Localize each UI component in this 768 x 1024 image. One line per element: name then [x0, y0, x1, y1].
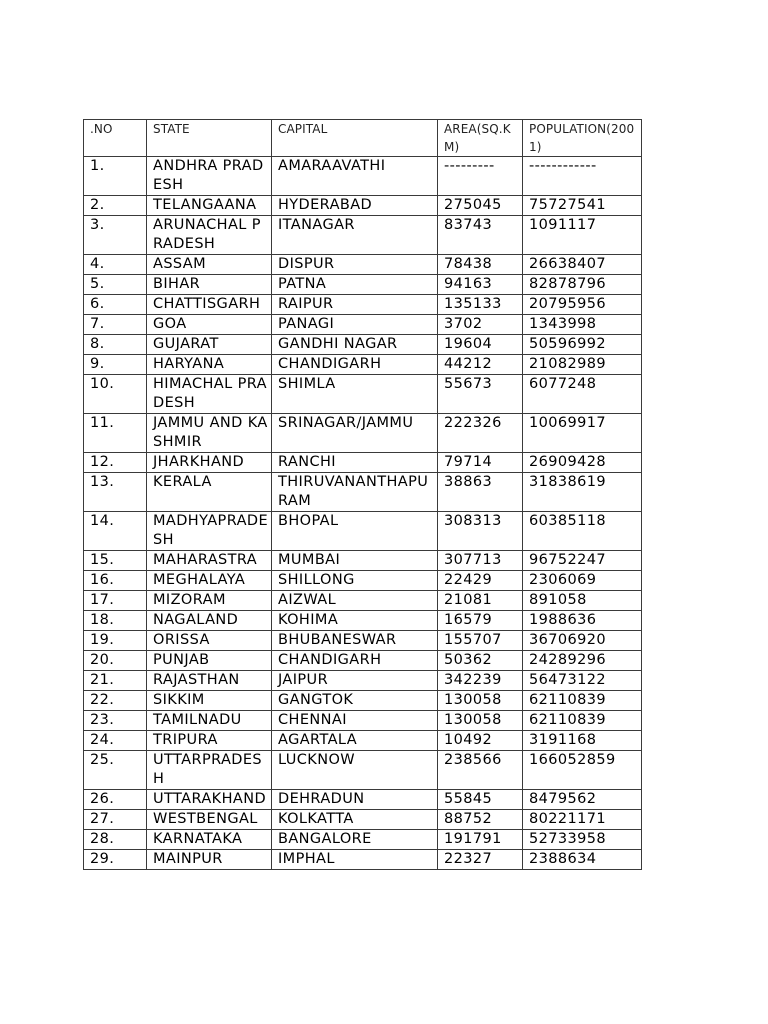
cell-area: 19604: [438, 335, 523, 355]
cell-area: 78438: [438, 255, 523, 275]
cell-population: 1091117: [523, 216, 642, 255]
cell-area: 191791: [438, 830, 523, 850]
cell-state: TAMILNADU: [147, 711, 272, 731]
table-row: [84, 711, 642, 731]
cell-area: 88752: [438, 810, 523, 830]
cell-capital: PATNA: [272, 275, 438, 295]
cell-population: 52733958: [523, 830, 642, 850]
cell-area: 135133: [438, 295, 523, 315]
table-row: [84, 591, 642, 611]
cell-population: 62110839: [523, 711, 642, 731]
cell-area: 22429: [438, 571, 523, 591]
cell-capital: SRINAGAR/JAMMU: [272, 414, 438, 453]
cell-population: 60385118: [523, 512, 642, 551]
cell-area: 308313: [438, 512, 523, 551]
cell-population: 26638407: [523, 255, 642, 275]
cell-capital: PANAGI: [272, 315, 438, 335]
cell-population: 166052859: [523, 751, 642, 790]
table-row: [84, 473, 642, 512]
cell-population: 6077248: [523, 375, 642, 414]
cell-state: RAJASTHAN: [147, 671, 272, 691]
table-body: [84, 157, 642, 870]
cell-no: 29.: [84, 850, 147, 870]
cell-area: 83743: [438, 216, 523, 255]
cell-state: BIHAR: [147, 275, 272, 295]
cell-capital: SHILLONG: [272, 571, 438, 591]
cell-state: GOA: [147, 315, 272, 335]
cell-capital: DISPUR: [272, 255, 438, 275]
table-row: [84, 295, 642, 315]
cell-population: 96752247: [523, 551, 642, 571]
cell-population: 56473122: [523, 671, 642, 691]
cell-state: GUJARAT: [147, 335, 272, 355]
cell-capital: CHANDIGARH: [272, 355, 438, 375]
cell-capital: LUCKNOW: [272, 751, 438, 790]
header-no: .NO: [84, 120, 147, 157]
cell-area: 79714: [438, 453, 523, 473]
cell-no: 28.: [84, 830, 147, 850]
table-row: [84, 651, 642, 671]
cell-capital: RAIPUR: [272, 295, 438, 315]
cell-state: PUNJAB: [147, 651, 272, 671]
cell-no: 11.: [84, 414, 147, 453]
cell-capital: BHOPAL: [272, 512, 438, 551]
cell-area: 16579: [438, 611, 523, 631]
table-row: [84, 611, 642, 631]
cell-population: 24289296: [523, 651, 642, 671]
cell-no: 21.: [84, 671, 147, 691]
cell-population: 20795956: [523, 295, 642, 315]
cell-capital: GANDHI NAGAR: [272, 335, 438, 355]
cell-state: ANDHRA PRADESH: [147, 157, 272, 196]
cell-no: 16.: [84, 571, 147, 591]
cell-area: 50362: [438, 651, 523, 671]
cell-no: 26.: [84, 790, 147, 810]
cell-area: 44212: [438, 355, 523, 375]
cell-population: 1343998: [523, 315, 642, 335]
cell-capital: AGARTALA: [272, 731, 438, 751]
cell-state: JHARKHAND: [147, 453, 272, 473]
table-row: [84, 157, 642, 196]
cell-no: 5.: [84, 275, 147, 295]
cell-population: 75727541: [523, 196, 642, 216]
header-population: POPULATION(2001): [523, 120, 642, 157]
table-row: [84, 255, 642, 275]
cell-area: 130058: [438, 691, 523, 711]
cell-capital: KOLKATTA: [272, 810, 438, 830]
cell-capital: BHUBANESWAR: [272, 631, 438, 651]
cell-no: 15.: [84, 551, 147, 571]
cell-no: 9.: [84, 355, 147, 375]
cell-no: 14.: [84, 512, 147, 551]
cell-state: KARNATAKA: [147, 830, 272, 850]
header-state: STATE: [147, 120, 272, 157]
table-row: [84, 671, 642, 691]
cell-population: 10069917: [523, 414, 642, 453]
cell-no: 8.: [84, 335, 147, 355]
table-row: [84, 830, 642, 850]
cell-population: 3191168: [523, 731, 642, 751]
cell-no: 17.: [84, 591, 147, 611]
table-row: [84, 355, 642, 375]
cell-capital: AMARAAVATHI: [272, 157, 438, 196]
cell-area: 55845: [438, 790, 523, 810]
cell-capital: RANCHI: [272, 453, 438, 473]
cell-state: MADHYAPRADESH: [147, 512, 272, 551]
table-row: [84, 631, 642, 651]
cell-state: WESTBENGAL: [147, 810, 272, 830]
cell-area: 94163: [438, 275, 523, 295]
cell-no: 4.: [84, 255, 147, 275]
cell-no: 1.: [84, 157, 147, 196]
table-row: [84, 453, 642, 473]
cell-state: NAGALAND: [147, 611, 272, 631]
table-row: [84, 315, 642, 335]
cell-state: ARUNACHAL PRADESH: [147, 216, 272, 255]
cell-capital: CHENNAI: [272, 711, 438, 731]
table-row: [84, 751, 642, 790]
table-row: [84, 810, 642, 830]
cell-no: 25.: [84, 751, 147, 790]
cell-population: 2306069: [523, 571, 642, 591]
cell-population: 26909428: [523, 453, 642, 473]
cell-capital: IMPHAL: [272, 850, 438, 870]
cell-population: 8479562: [523, 790, 642, 810]
cell-no: 6.: [84, 295, 147, 315]
table-row: [84, 691, 642, 711]
cell-no: 24.: [84, 731, 147, 751]
cell-state: TRIPURA: [147, 731, 272, 751]
cell-area: 38863: [438, 473, 523, 512]
cell-no: 12.: [84, 453, 147, 473]
cell-area: 155707: [438, 631, 523, 651]
table-row: [84, 335, 642, 355]
cell-no: 22.: [84, 691, 147, 711]
cell-state: UTTARAKHAND: [147, 790, 272, 810]
cell-capital: AIZWAL: [272, 591, 438, 611]
cell-area: 342239: [438, 671, 523, 691]
table-row: [84, 512, 642, 551]
cell-state: CHATTISGARH: [147, 295, 272, 315]
cell-state: KERALA: [147, 473, 272, 512]
cell-state: HIMACHAL PRADESH: [147, 375, 272, 414]
table-row: [84, 196, 642, 216]
cell-capital: GANGTOK: [272, 691, 438, 711]
header-area: AREA(SQ.KM): [438, 120, 523, 157]
cell-area: 275045: [438, 196, 523, 216]
header-capital: CAPITAL: [272, 120, 438, 157]
cell-no: 18.: [84, 611, 147, 631]
cell-state: SIKKIM: [147, 691, 272, 711]
cell-state: TELANGAANA: [147, 196, 272, 216]
cell-area: 3702: [438, 315, 523, 335]
cell-area: 10492: [438, 731, 523, 751]
cell-area: 55673: [438, 375, 523, 414]
table-row: [84, 275, 642, 295]
cell-population: 891058: [523, 591, 642, 611]
cell-area: ---------: [438, 157, 523, 196]
cell-state: HARYANA: [147, 355, 272, 375]
table-row: [84, 790, 642, 810]
cell-population: 1988636: [523, 611, 642, 631]
cell-state: UTTARPRADESH: [147, 751, 272, 790]
table-row: [84, 414, 642, 453]
cell-no: 20.: [84, 651, 147, 671]
cell-state: MAINPUR: [147, 850, 272, 870]
cell-state: JAMMU AND KASHMIR: [147, 414, 272, 453]
cell-state: MEGHALAYA: [147, 571, 272, 591]
cell-no: 3.: [84, 216, 147, 255]
cell-population: ------------: [523, 157, 642, 196]
cell-population: 62110839: [523, 691, 642, 711]
table-row: [84, 731, 642, 751]
cell-area: 130058: [438, 711, 523, 731]
cell-capital: THIRUVANANTHAPURAM: [272, 473, 438, 512]
table-row: [84, 551, 642, 571]
cell-no: 13.: [84, 473, 147, 512]
cell-capital: ITANAGAR: [272, 216, 438, 255]
cell-capital: JAIPUR: [272, 671, 438, 691]
cell-population: 21082989: [523, 355, 642, 375]
cell-no: 23.: [84, 711, 147, 731]
cell-area: 307713: [438, 551, 523, 571]
cell-area: 222326: [438, 414, 523, 453]
cell-capital: KOHIMA: [272, 611, 438, 631]
cell-capital: CHANDIGARH: [272, 651, 438, 671]
cell-capital: BANGALORE: [272, 830, 438, 850]
states-table: [83, 119, 642, 870]
table-row: [84, 216, 642, 255]
table-row: [84, 850, 642, 870]
cell-no: 10.: [84, 375, 147, 414]
cell-no: 19.: [84, 631, 147, 651]
cell-no: 7.: [84, 315, 147, 335]
cell-capital: SHIMLA: [272, 375, 438, 414]
cell-population: 2388634: [523, 850, 642, 870]
header-row: [84, 120, 642, 157]
cell-population: 50596992: [523, 335, 642, 355]
cell-state: ORISSA: [147, 631, 272, 651]
table-row: [84, 375, 642, 414]
cell-no: 2.: [84, 196, 147, 216]
cell-population: 31838619: [523, 473, 642, 512]
cell-state: MIZORAM: [147, 591, 272, 611]
cell-area: 21081: [438, 591, 523, 611]
cell-area: 22327: [438, 850, 523, 870]
cell-population: 82878796: [523, 275, 642, 295]
cell-capital: HYDERABAD: [272, 196, 438, 216]
cell-population: 36706920: [523, 631, 642, 651]
cell-capital: MUMBAI: [272, 551, 438, 571]
cell-capital: DEHRADUN: [272, 790, 438, 810]
cell-state: MAHARASTRA: [147, 551, 272, 571]
cell-no: 27.: [84, 810, 147, 830]
table-row: [84, 571, 642, 591]
cell-state: ASSAM: [147, 255, 272, 275]
cell-population: 80221171: [523, 810, 642, 830]
cell-area: 238566: [438, 751, 523, 790]
